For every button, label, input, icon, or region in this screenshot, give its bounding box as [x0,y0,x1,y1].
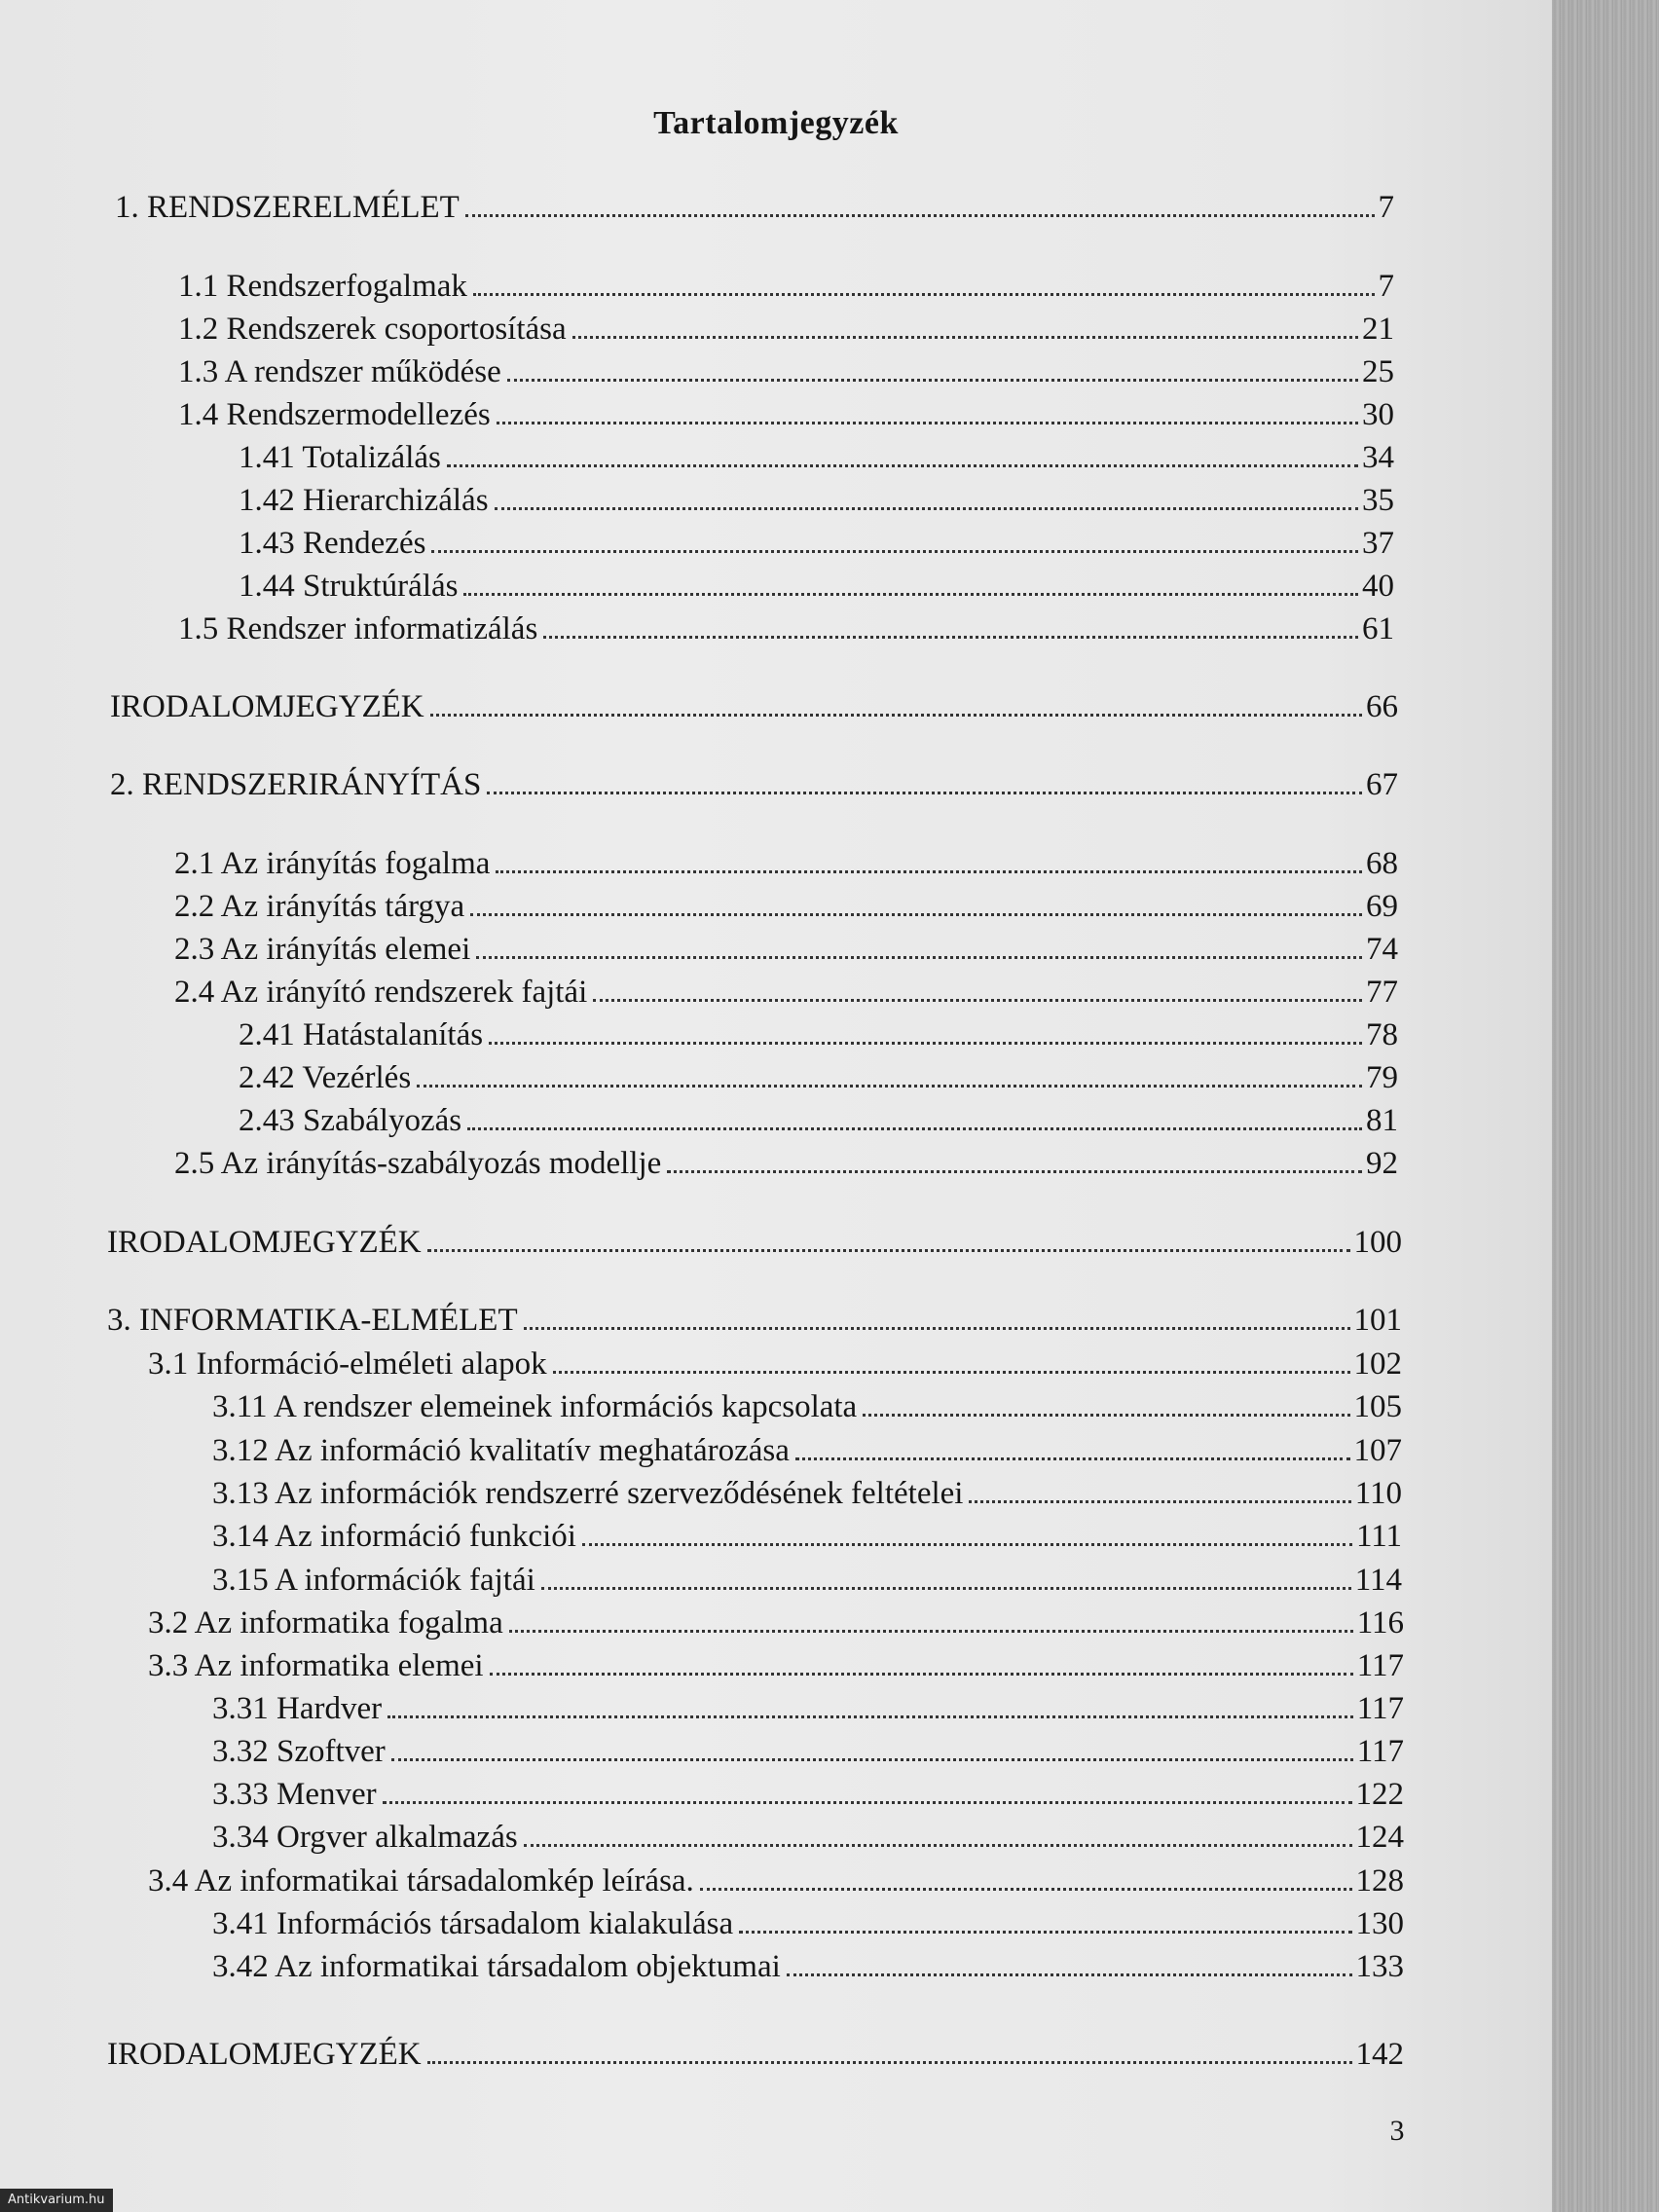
toc-entry-page: 35 [1362,483,1394,518]
dot-leader [509,1630,1353,1633]
toc-entry-label: 3.33 Menver [212,1777,377,1812]
toc-entry-page: 116 [1356,1605,1404,1641]
dot-leader [524,1327,1350,1330]
watermark: Antikvarium.hu [0,2189,113,2212]
dot-leader [507,379,1358,382]
toc-entry-label: 1.3 A rendszer működése [178,354,501,389]
toc-entry-label: 1. RENDSZERELMÉLET [115,190,460,225]
toc-entry-label: 1.41 Totalizálás [239,440,441,475]
toc-entry-page: 128 [1355,1863,1404,1899]
toc-entry-label: 3.4 Az informatikai társadalomkép leírása. [148,1863,694,1899]
toc-entry-page: 37 [1362,526,1394,561]
toc-entry-page: 81 [1366,1103,1398,1138]
toc-entry-label: 3.11 A rendszer elemeinek információs kapcsolata [212,1389,858,1424]
dot-leader [489,1042,1362,1045]
toc-entry [212,1431,1402,1470]
dot-leader [541,1587,1351,1590]
dot-leader [969,1500,1350,1503]
toc-entry-label: 3.14 Az információ funkciói [212,1519,576,1554]
toc-entry [212,1689,1404,1728]
toc-entry-page: 25 [1362,354,1394,389]
toc-entry-label: 1.2 Rendszerek csoportosítása [178,312,567,347]
toc-entry-page: 114 [1354,1563,1402,1598]
dot-leader [739,1931,1351,1934]
toc-entry [212,1561,1402,1600]
toc-entry [239,1058,1398,1097]
dot-leader [700,1888,1352,1891]
toc-entry-label: 2.42 Vezérlés [239,1060,412,1095]
toc-entry [239,438,1394,477]
dot-leader [524,1844,1352,1847]
toc-entry-page: 61 [1362,611,1394,646]
toc-entry-page: 68 [1366,846,1398,881]
toc-entry-label: 1.1 Rendszerfogalmak [178,269,467,304]
dot-leader [427,2061,1352,2064]
toc-entry [174,973,1398,1012]
toc-entry-page: 124 [1355,1820,1404,1855]
toc-entry-page: 34 [1362,440,1394,475]
toc-entry [239,481,1394,520]
toc-entry-page: 130 [1355,1906,1404,1941]
toc-entry-page: 117 [1356,1648,1404,1683]
dot-leader [431,550,1358,553]
toc-entry [178,267,1394,306]
toc-entry [148,1345,1402,1383]
toc-entry [107,1223,1402,1262]
dot-leader [430,714,1362,717]
page-title: Tartalomjegyzék [653,105,899,141]
toc-entry [110,687,1398,726]
toc-entry [110,765,1398,804]
toc-entry [212,1732,1404,1771]
toc-entry-label: 3.15 A információk fajtái [212,1563,535,1598]
toc-entry-page: 7 [1378,190,1394,225]
dot-leader [490,1673,1353,1676]
toc-entry-page: 111 [1355,1519,1402,1554]
toc-entry-page: 133 [1355,1949,1404,1984]
toc-entry-label: 2.2 Az irányítás tárgya [174,889,465,924]
toc-entry-label: IRODALOMJEGYZÉK [107,1225,422,1260]
toc-entry-page: 107 [1353,1433,1402,1468]
toc-entry-label: 3.13 Az információk rendszerré szerveződésének feltételei [212,1476,964,1511]
toc-entry [212,1775,1404,1814]
toc-entry-page: 92 [1366,1146,1398,1181]
toc-entry [107,2035,1404,2074]
page-number: 3 [1389,2115,1405,2147]
toc-entry-label: 3.41 Információs társadalom kialakulása [212,1906,734,1941]
dot-leader [496,870,1362,873]
toc-entry [174,844,1398,883]
toc-entry-label: 3.12 Az információ kvalitatív meghatározása [212,1433,790,1468]
dot-leader [593,999,1362,1002]
toc-entry-label: 3.42 Az informatikai társadalom objektumai [212,1949,781,1984]
toc-entry-page: 102 [1353,1346,1402,1382]
toc-entry [212,1947,1404,1986]
toc-entry-label: 3. INFORMATIKA-ELMÉLET [107,1303,518,1338]
toc-entry-label: 3.31 Hardver [212,1691,383,1726]
toc-entry [178,395,1394,434]
dot-leader [487,792,1362,794]
toc-entry-label: 3.32 Szoftver [212,1734,386,1769]
toc-entry-label: IRODALOMJEGYZÉK [107,2037,422,2072]
toc-entry [239,1015,1398,1054]
toc-entry-page: 122 [1355,1777,1404,1812]
dot-leader [467,1127,1362,1130]
toc-entry [178,609,1394,648]
book-page-edge [1552,0,1659,2212]
dot-leader [387,1715,1353,1718]
toc-entry [178,310,1394,349]
dot-leader [383,1801,1352,1804]
toc-entry-label: 3.1 Információ-elméleti alapok [148,1346,547,1382]
toc-entry-label: 1.42 Hierarchizálás [239,483,489,518]
toc-entry-page: 40 [1362,569,1394,604]
toc-entry [174,887,1398,926]
dot-leader [667,1170,1362,1173]
toc-entry-page: 77 [1366,975,1398,1010]
toc-entry-page: 30 [1362,397,1394,432]
dot-leader [497,422,1358,424]
dot-leader [582,1543,1352,1546]
dot-leader [553,1371,1350,1374]
toc-entry-label: 3.3 Az informatika elemei [148,1648,484,1683]
toc-entry-page: 7 [1378,269,1394,304]
dot-leader [417,1085,1362,1088]
toc-entry [148,1604,1404,1642]
toc-entry [239,1101,1398,1140]
toc-entry-page: 142 [1355,2037,1404,2072]
toc-entry-label: 2.5 Az irányítás-szabályozás modellje [174,1146,662,1181]
toc-entry-page: 101 [1353,1303,1402,1338]
toc-entry [239,567,1394,606]
toc-entry [212,1517,1402,1556]
toc-entry-label: 3.34 Orgver alkalmazás [212,1820,518,1855]
toc-entry-label: 2.1 Az irányítás fogalma [174,846,491,881]
toc-entry [212,1818,1404,1857]
dot-leader [795,1457,1350,1460]
toc-entry-page: 74 [1366,932,1398,967]
dot-leader [465,214,1375,217]
toc-entry [178,352,1394,391]
dot-leader [787,1973,1352,1976]
toc-entry [174,930,1398,969]
dot-leader [427,1249,1350,1252]
toc-entry-page: 21 [1362,312,1394,347]
toc-entry-label: IRODALOMJEGYZÉK [110,689,424,724]
toc-entry [212,1387,1402,1426]
toc-entry-label: 3.2 Az informatika fogalma [148,1605,503,1641]
toc-entry-page: 66 [1366,689,1398,724]
dot-leader [463,593,1358,596]
toc-entry-label: 1.4 Rendszermodellezés [178,397,491,432]
toc-entry-page: 117 [1356,1734,1404,1769]
toc-entry-page: 117 [1356,1691,1404,1726]
toc-entry-label: 2.4 Az irányító rendszerek fajtái [174,975,588,1010]
toc-entry-page: 69 [1366,889,1398,924]
dot-leader [495,507,1358,510]
dot-leader [572,336,1358,339]
dot-leader [470,913,1362,916]
toc-entry [148,1862,1404,1900]
toc-entry-page: 105 [1353,1389,1402,1424]
toc-entry-page: 79 [1366,1060,1398,1095]
dot-leader [391,1758,1353,1761]
toc-entry-label: 1.44 Struktúrálás [239,569,459,604]
toc-entry-page: 67 [1366,767,1398,802]
toc-entry [174,1144,1398,1183]
toc-entry [107,1301,1402,1340]
dot-leader [543,636,1358,639]
toc-entry-label: 1.5 Rendszer informatizálás [178,611,538,646]
toc-entry [212,1474,1402,1513]
dot-leader [476,956,1362,959]
toc-entry [212,1904,1404,1943]
dot-leader [863,1414,1349,1417]
toc-entry-label: 2.41 Hatástalanítás [239,1017,484,1052]
dot-leader [473,293,1375,296]
toc-entry [148,1646,1404,1685]
toc-entry-label: 2.43 Szabályozás [239,1103,462,1138]
toc-entry-page: 78 [1366,1017,1398,1052]
toc-entry-page: 100 [1353,1225,1402,1260]
toc-entry-label: 1.43 Rendezés [239,526,426,561]
toc-entry [115,188,1394,227]
toc-entry [239,524,1394,563]
dot-leader [447,464,1358,467]
toc-entry-page: 110 [1354,1476,1402,1511]
toc-entry-label: 2.3 Az irányítás elemei [174,932,471,967]
toc-entry-label: 2. RENDSZERIRÁNYÍTÁS [110,767,482,802]
